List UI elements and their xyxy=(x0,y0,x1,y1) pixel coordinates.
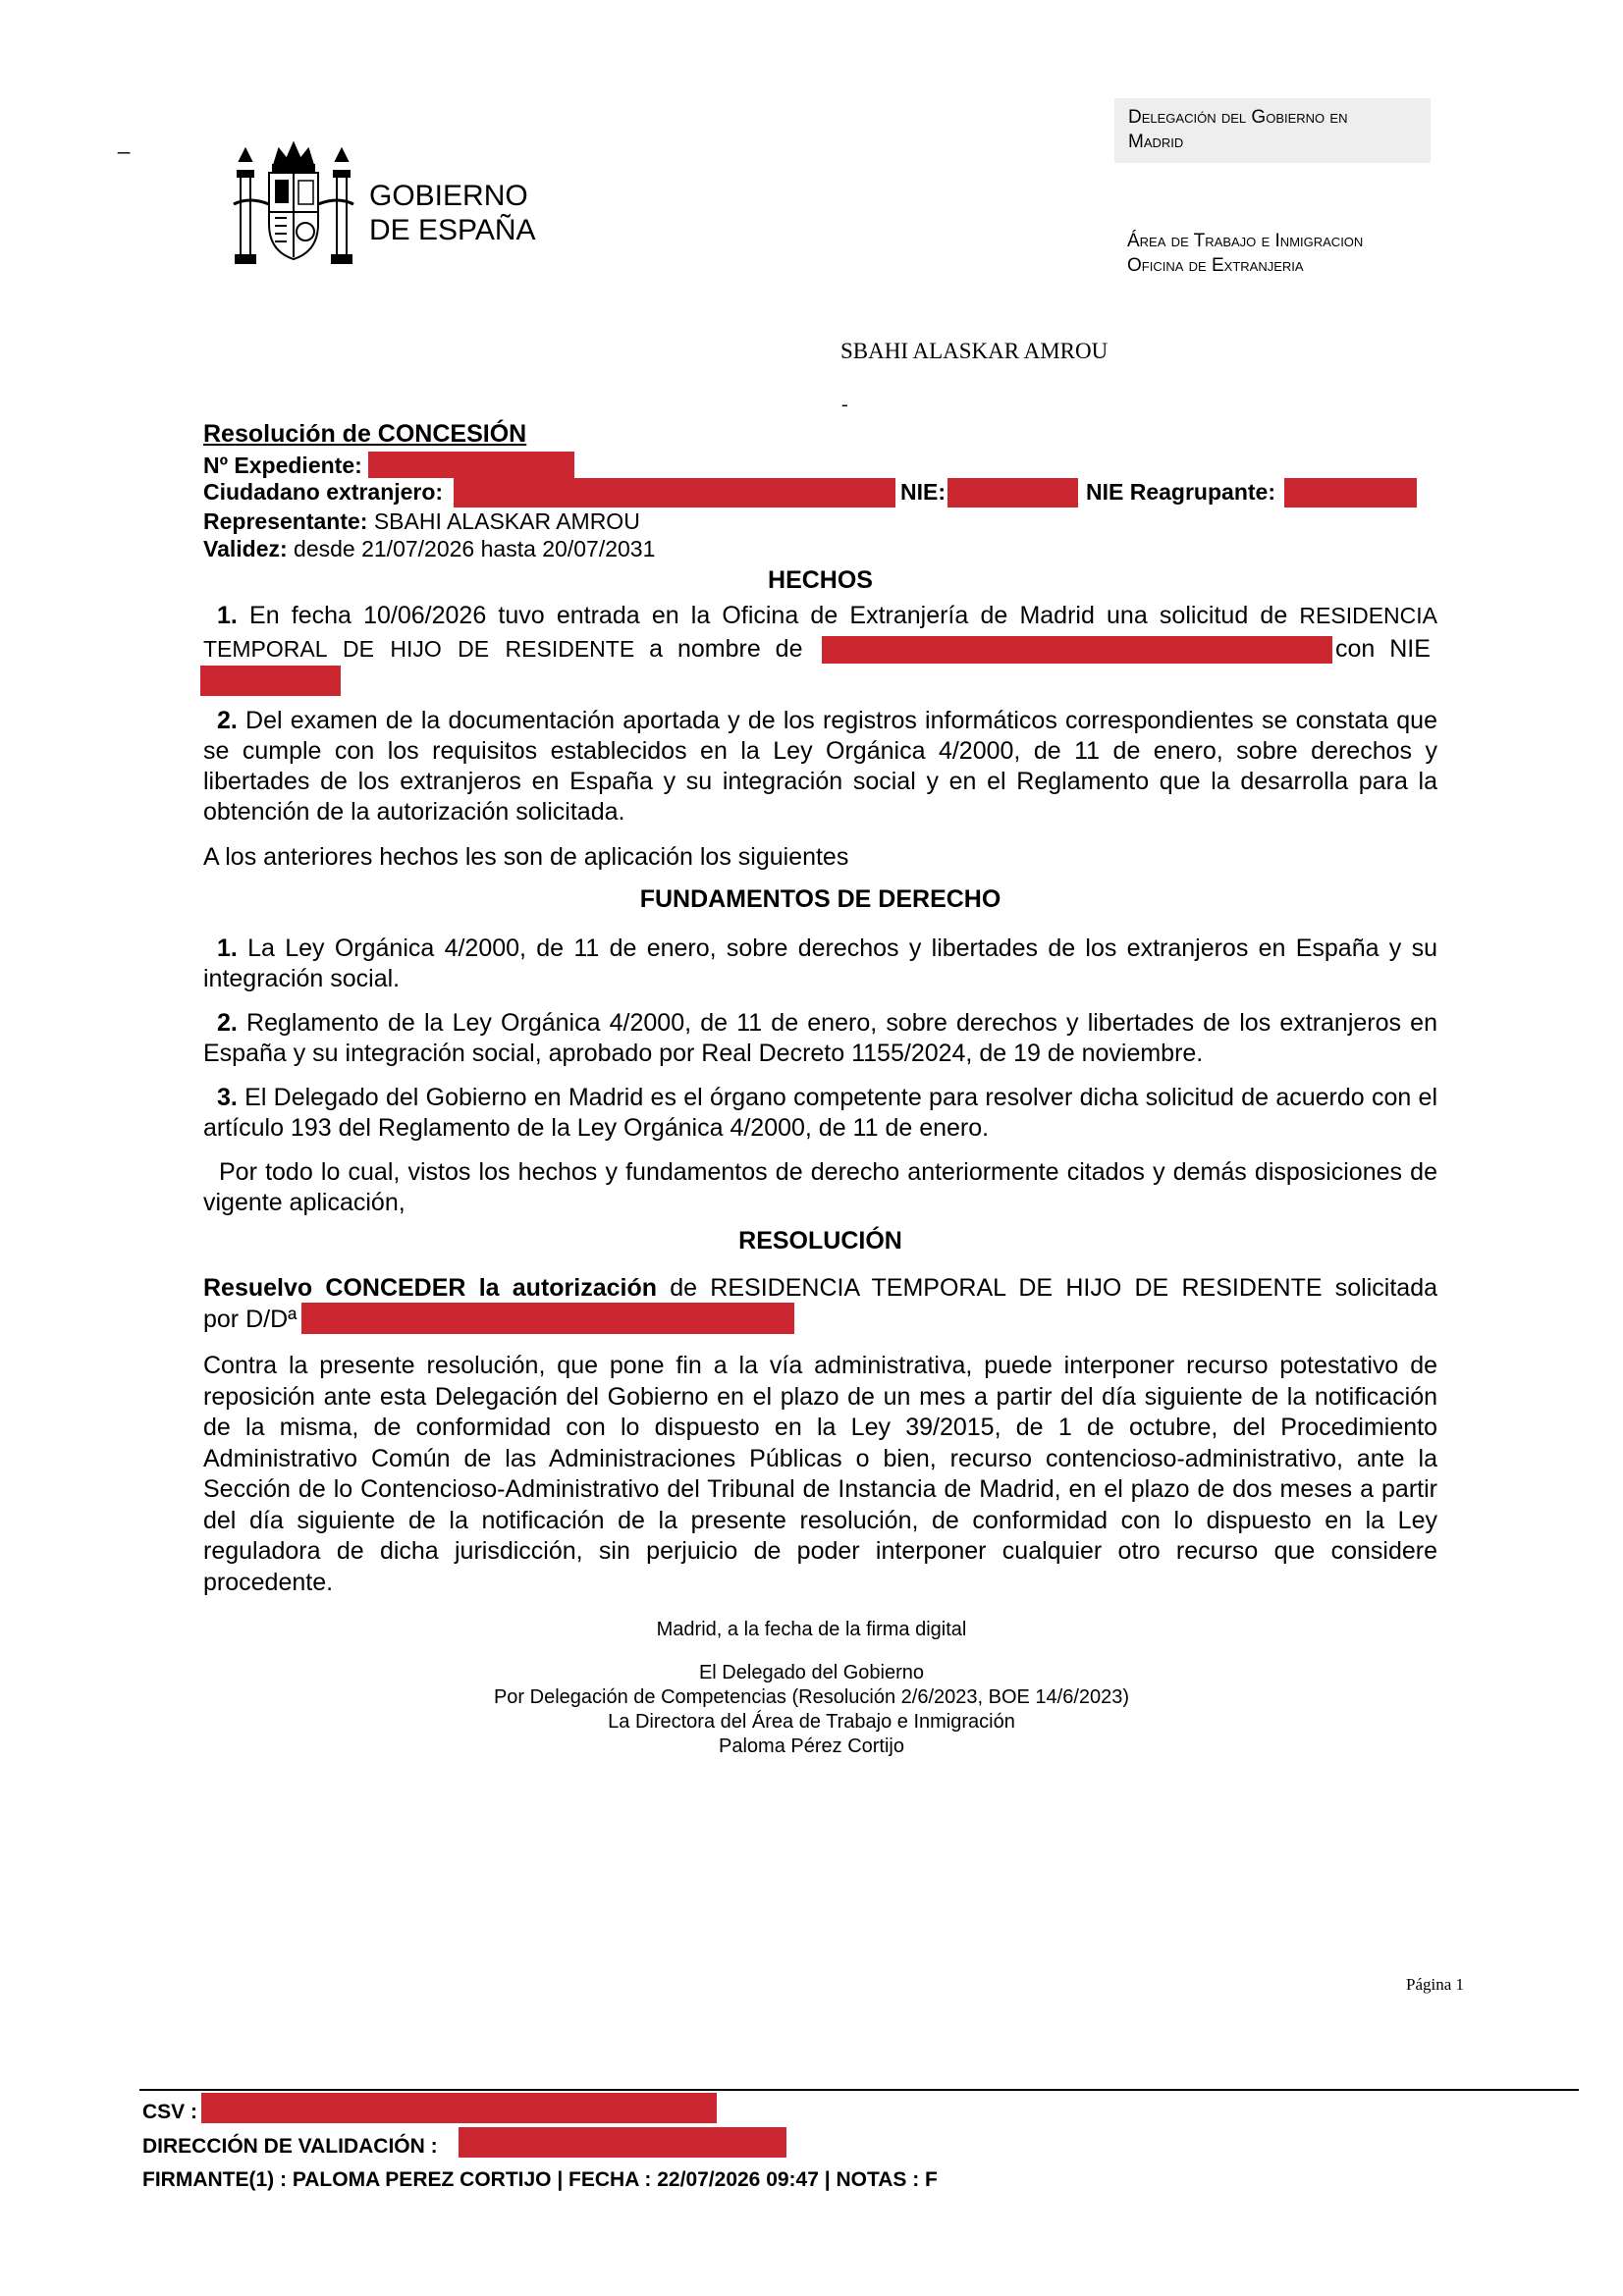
redacted-csv xyxy=(201,2093,717,2123)
header-dash: _ xyxy=(118,130,131,154)
resolucion-heading: RESOLUCIÓN xyxy=(738,1227,902,1255)
signature-line4: Paloma Pérez Cortijo xyxy=(719,1735,904,1757)
direccion-label: DIRECCIÓN DE VALIDACIÓN : xyxy=(142,2135,438,2158)
page-number: Página 1 xyxy=(1406,1975,1465,1994)
fundamentos-f3-text: El Delegado del Gobierno en Madrid es el órgano competente para resolver dicha solicitud de acuerdo con el artículo 193 del Reglamento de la Ley Orgánica 4/2000, de 11 de enero. xyxy=(203,1084,1437,1142)
signature-line3: La Directora del Área de Trabajo e Inmigración xyxy=(608,1711,1015,1733)
firmante-line: FIRMANTE(1) : PALOMA PEREZ CORTIJO | FECHA : 22/07/2026 09:47 | NOTAS : F xyxy=(142,2168,938,2191)
redacted-ciudadano xyxy=(454,478,895,507)
box-line1: Delegación del Gobierno en xyxy=(1128,107,1348,128)
fundamentos-f2-num: 2. xyxy=(217,1009,238,1037)
redacted-nie-hechos xyxy=(200,666,341,696)
hechos-p1-num: 1. xyxy=(217,602,238,629)
header-delegation-box xyxy=(1114,98,1431,163)
hechos-p1-text-a: En fecha 10/06/2026 tuvo entrada en la Oficina de Extranjería de Madrid una solicitud de xyxy=(237,602,1300,629)
logo-text xyxy=(369,179,536,247)
representante-value: SBAHI ALASKAR AMROU xyxy=(367,508,640,534)
hechos-transition: A los anteriores hechos les son de aplicación los siguientes xyxy=(203,843,849,871)
signature-line2: Por Delegación de Competencias (Resolución 2/6/2023, BOE 14/6/2023) xyxy=(493,1686,1130,1708)
validez-label: Validez: xyxy=(203,536,288,561)
representante-label: Representante: xyxy=(203,508,368,534)
document-title: Resolución de CONCESIÓN xyxy=(203,420,527,448)
area-line2: Oficina de Extranjeria xyxy=(1127,255,1304,276)
resolucion-text: de RESIDENCIA TEMPORAL DE HIJO DE RESIDENTE solicitada xyxy=(657,1274,1438,1302)
coat-of-arms-icon xyxy=(230,135,357,273)
fundamentos-f1 xyxy=(203,934,1437,994)
redacted-nie-reagrupante xyxy=(1284,478,1417,507)
hechos-p2-text: Del examen de la documentación aportada y de los registros informáticos correspondientes se constata que se cumple con los requisitos establecidos en la Ley Orgánica 4/2000, de 11 de enero, sobre derechos y libertades de los extranjeros en España y su integración social y en el Reglamento que la desarrolla para la obtención de la autorización solicitada. xyxy=(203,707,1437,826)
hechos-p1-line2 xyxy=(203,634,1437,665)
signature-line1: El Delegado del Gobierno xyxy=(698,1662,925,1683)
fundamentos-f1-text: La Ley Orgánica 4/2000, de 11 de enero, sobre derechos y libertades de los extranjeros en España y su integración social. xyxy=(203,934,1437,992)
fundamentos-f2 xyxy=(203,1008,1437,1069)
recipient-name: SBAHI ALASKAR AMROU xyxy=(840,339,1109,363)
representante-line xyxy=(203,508,640,535)
redacted-nie xyxy=(947,478,1078,507)
resolucion-bold: Resuelvo CONCEDER la autorización xyxy=(203,1274,658,1302)
hechos-p1-line1 xyxy=(203,601,1437,631)
csv-label: CSV : xyxy=(142,2101,198,2123)
redacted-solicitante xyxy=(301,1303,794,1334)
redacted-direccion xyxy=(459,2127,786,2158)
resolucion-recurso: Contra la presente resolución, que pone fin a la vía administrativa, puede interponer recurso potestativo de reposición ante esta Delegación del Gobierno en el plazo de un mes a partir del día siguiente de la notificación de la misma, de conformidad con lo dispuesto en la Ley 39/2015, de 1 de octubre, del Procedimiento Administrativo Común de las Administraciones Públicas o bien, recurso contencioso-administrativo, ante la Sección de lo Contencioso-Administrativo del Tribunal de Instancia de Madrid, en el plazo de dos meses a partir del día siguiente de la notificación de la presente resolución, de conformidad con lo dispuesto en la Ley reguladora de dicha jurisdicción, sin perjuicio de poder interponer cualquier otro recurso que considere procedente. xyxy=(203,1352,1437,1596)
fundamentos-f3 xyxy=(203,1083,1437,1144)
recipient-dash: - xyxy=(841,394,848,415)
footer-rule xyxy=(139,2089,1579,2091)
logo-text-line2: DE ESPAÑA xyxy=(369,214,536,246)
ciudadano-label: Ciudadano extranjero: xyxy=(203,479,444,505)
validez-value: desde 21/07/2026 hasta 20/07/2031 xyxy=(287,536,656,561)
hechos-p1-text-d: con NIE xyxy=(1335,635,1431,663)
hechos-p2 xyxy=(203,706,1437,828)
fundamentos-f3-num: 3. xyxy=(217,1084,238,1111)
nie-reagrupante-label: NIE Reagrupante: xyxy=(1086,479,1275,505)
area-line1: Área de Trabajo e Inmigracion xyxy=(1127,231,1364,251)
hechos-p1-text-c: a nombre de xyxy=(634,635,803,663)
fundamentos-closing: Por todo lo cual, vistos los hechos y fundamentos de derecho anteriormente citados y demás disposiciones de vigente aplicación, xyxy=(203,1158,1437,1216)
fundamentos-heading: FUNDAMENTOS DE DERECHO xyxy=(639,885,1001,913)
validez-line xyxy=(203,536,655,562)
hechos-p1-text-b1: RESIDENCIA xyxy=(1299,603,1437,628)
resolucion-por: por D/Dª xyxy=(203,1306,298,1333)
fundamentos-f1-num: 1. xyxy=(217,934,238,962)
redacted-expediente xyxy=(368,452,574,478)
box-line2: Madrid xyxy=(1128,132,1184,152)
hechos-p1-text-b2: TEMPORAL DE HIJO DE RESIDENTE xyxy=(203,636,635,662)
signature-block xyxy=(0,1661,1623,1759)
logo-text-line1: GOBIERNO xyxy=(369,180,528,212)
signature-place-date: Madrid, a la fecha de la firma digital xyxy=(656,1619,967,1640)
expediente-label: Nº Expediente: xyxy=(203,453,362,478)
fundamentos-f2-text: Reglamento de la Ley Orgánica 4/2000, de 11 de enero, sobre derechos y libertades de los extranjeros en España y su integración social, aprobado por Real Decreto 1155/2024, de 19 de noviembre. xyxy=(203,1009,1437,1067)
nie-label: NIE: xyxy=(900,479,946,505)
hechos-p2-num: 2. xyxy=(217,707,238,734)
resolucion-line1 xyxy=(203,1273,1437,1304)
hechos-heading: HECHOS xyxy=(768,566,873,594)
redacted-nombre xyxy=(822,636,1332,664)
